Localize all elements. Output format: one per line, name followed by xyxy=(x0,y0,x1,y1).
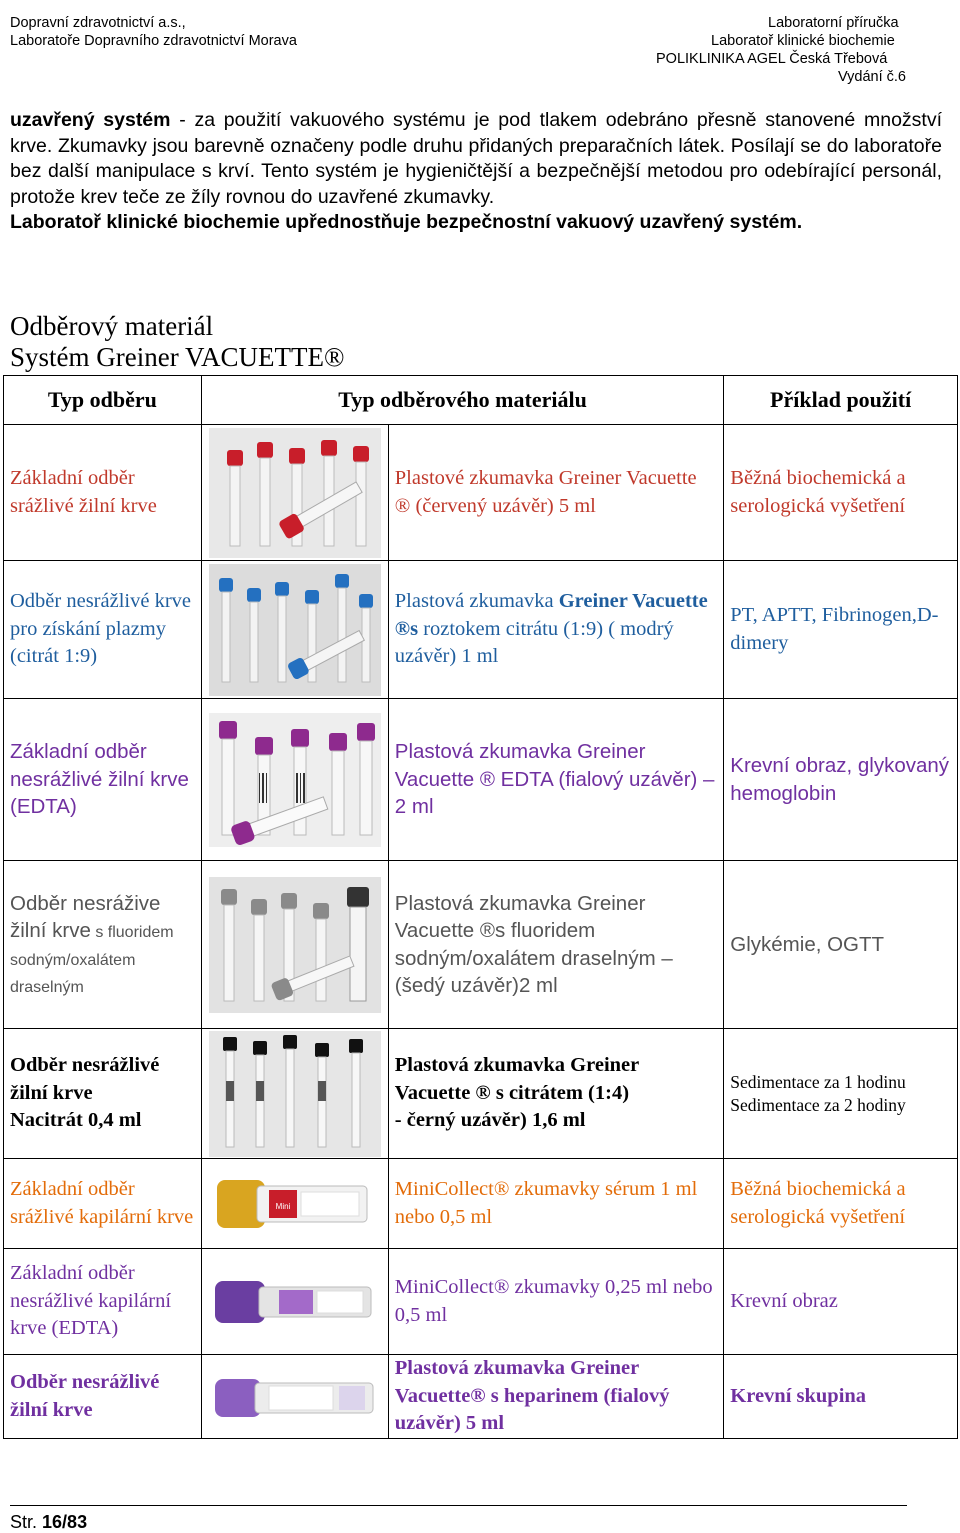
header-clinic: POLIKLINIKA AGEL Česká Třebová xyxy=(656,51,888,67)
black-cap-tubes-image xyxy=(209,1031,381,1157)
page-number: 16/83 xyxy=(42,1512,88,1532)
row-material: MiniCollect® zkumavky 0,25 ml nebo 0,5 ml xyxy=(388,1249,724,1355)
header-edition: Vydání č.6 xyxy=(838,69,906,85)
row-type: Odběr nesrážlivé žilní krve xyxy=(4,1355,202,1439)
row-usage xyxy=(724,1029,958,1159)
page-label: Str. xyxy=(10,1512,38,1532)
header-company: Dopravní zdravotnictví a.s., xyxy=(10,15,186,31)
row-type: Základní odběr srážlivé kapilární krve xyxy=(4,1159,202,1249)
intro-paragraph xyxy=(10,108,942,236)
row-usage: Běžná biochemická a serologická vyšetření xyxy=(724,425,958,561)
row-material: MiniCollect® zkumavky sérum 1 ml nebo 0,5 ml xyxy=(388,1159,724,1249)
tube-image xyxy=(201,1355,388,1439)
row-material: Plastová zkumavka Greiner Vacuette ®s fluoridem sodným/oxalátem draselným – (šedý uzávěr)2 ml xyxy=(388,861,724,1029)
row-material: Plastové zkumavka Greiner Vacuette ® (červený uzávěr) 5 ml xyxy=(388,425,724,561)
intro-text: - za použití vakuového systému je pod tlakem odebráno přesně stanovené množství krve. Zkumavky jsou barevně označeny podle druhu přidaných preparačních látek. Posílají se do laboratoře bez další manipulace s krví. Tento systém je hygieničtější a bezpečnější metodou pro odebírající personál, protože krev teče ze žíly rovnou do uzavřené zkumavky. xyxy=(10,109,942,208)
header-usage: Příklad použití xyxy=(724,376,958,425)
table-row xyxy=(4,425,958,561)
row-material: Plastová zkumavka Greiner Vacuette ® EDTA (fialový uzávěr) – 2 ml xyxy=(388,699,724,861)
tube-image xyxy=(201,1249,388,1355)
tube-image xyxy=(201,699,388,861)
minicollect-gold-tube-image xyxy=(209,1162,381,1246)
row-type: Základní odběr srážlivé žilní krve xyxy=(4,425,202,561)
type-small: s fluoridem sodným/oxalátem draselným xyxy=(10,924,174,996)
tube-image xyxy=(201,1159,388,1249)
intro-bold-statement: Laboratoř klinické biochemie upřednostňuje bezpečnostní vakuový uzavřený systém. xyxy=(10,211,803,233)
gray-cap-tubes-image xyxy=(209,877,381,1013)
row-usage: Krevní skupina xyxy=(724,1355,958,1439)
footer-divider xyxy=(10,1505,907,1506)
tube-image xyxy=(201,561,388,699)
sampling-material-table xyxy=(3,375,958,1439)
row-type: Odběr nesrážlivé krve pro získání plazmy (citrát 1:9) xyxy=(4,561,202,699)
section-subtitle: Systém Greiner VACUETTE® xyxy=(10,342,345,372)
row-usage: Krevní obraz, glykovaný hemoglobin xyxy=(724,699,958,861)
table-row xyxy=(4,1159,958,1249)
header-department: Laboratoře Dopravního zdravotnictví Morava xyxy=(10,33,297,49)
usage-line1: Sedimentace za 1 hodinu xyxy=(730,1071,906,1092)
row-usage: PT, APTT, Fibrinogen,D-dimery xyxy=(724,561,958,699)
row-type xyxy=(4,861,202,1029)
row-usage: Běžná biochemická a serologická vyšetření xyxy=(724,1159,958,1249)
table-row xyxy=(4,699,958,861)
table-row xyxy=(4,561,958,699)
row-material: Plastová zkumavka Greiner Vacuette® s heparinem (fialový uzávěr) 5 ml xyxy=(388,1355,724,1439)
type-line2: Nacitrát 0,4 ml xyxy=(10,1109,142,1132)
blue-cap-tubes-image xyxy=(209,564,381,696)
tube-image xyxy=(201,1029,388,1159)
header-lab: Laboratoř klinické biochemie xyxy=(711,33,895,49)
row-usage: Krevní obraz xyxy=(724,1249,958,1355)
table-row xyxy=(4,1029,958,1159)
material-text-post: roztokem citrátu (1:9) ( modrý uzávěr) 1 ml xyxy=(394,617,674,668)
tube-image xyxy=(201,425,388,561)
heparin-purple-tube-image xyxy=(209,1357,381,1437)
row-type: Základní odběr nesrážlivé žilní krve (EDTA) xyxy=(4,699,202,861)
red-cap-tubes-image xyxy=(209,428,381,558)
table-row xyxy=(4,861,958,1029)
table-row xyxy=(4,1355,958,1439)
material-text-bold: Greiner Vacuette ®s xyxy=(394,590,708,640)
row-type xyxy=(4,1029,202,1159)
table-row xyxy=(4,1249,958,1355)
page-header-left xyxy=(10,14,297,50)
type-main: Odběr nesrážive žilní krve xyxy=(10,891,161,942)
svg-text:Mini: Mini xyxy=(275,1201,291,1211)
header-type: Typ odběru xyxy=(4,376,202,425)
header-material: Typ odběrového materiálu xyxy=(201,376,723,425)
purple-cap-tubes-image xyxy=(209,713,381,847)
section-title: Odběrový materiál xyxy=(10,311,214,341)
row-type: Základní odběr nesrážlivé kapilární krve (EDTA) xyxy=(4,1249,202,1355)
row-material xyxy=(388,1029,724,1159)
material-text-pre: Plastová zkumavka xyxy=(394,590,559,613)
intro-bold-term: uzavřený systém xyxy=(10,109,171,131)
page-header-right xyxy=(656,14,906,86)
header-doc-title: Laboratorní příručka xyxy=(768,15,899,31)
row-usage: Glykémie, OGTT xyxy=(724,861,958,1029)
row-material xyxy=(388,561,724,699)
table-header-row xyxy=(4,376,958,425)
type-line1: Odběr nesrážlivé žilní krve xyxy=(10,1054,160,1104)
usage-line2: Sedimentace za 2 hodiny xyxy=(730,1094,906,1115)
material-line1: Plastová zkumavka Greiner Vacuette ® s citrátem (1:4) xyxy=(394,1054,639,1104)
minicollect-purple-tube-image xyxy=(209,1257,381,1347)
material-line2: - černý uzávěr) 1,6 ml xyxy=(394,1109,586,1132)
tube-image xyxy=(201,861,388,1029)
